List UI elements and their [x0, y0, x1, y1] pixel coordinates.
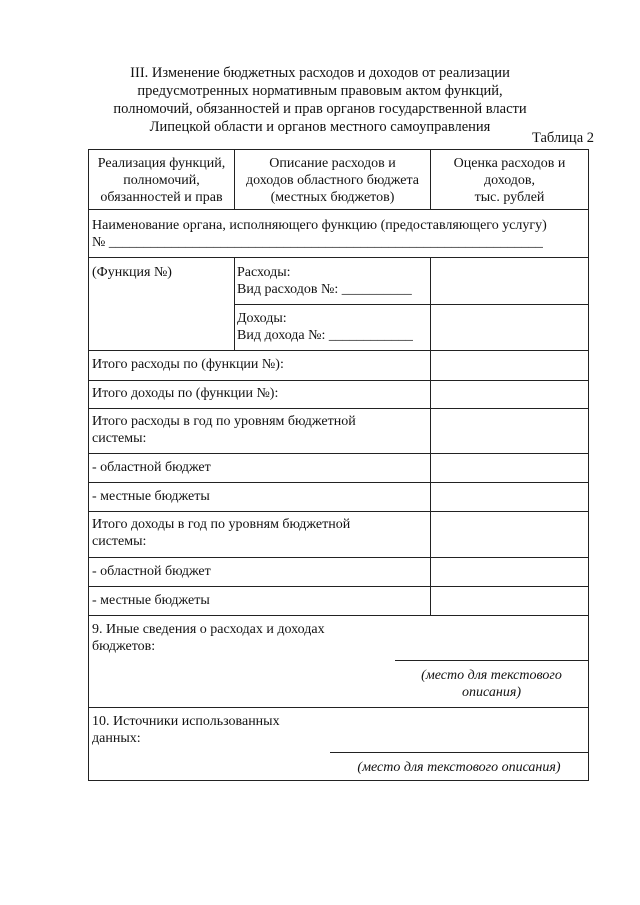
row-divider — [89, 615, 588, 616]
total-income-year-line: Итого доходы в год по уровням бюджетной — [92, 517, 351, 532]
row-divider — [89, 350, 588, 351]
section-9-line: бюджетов: — [92, 639, 156, 654]
column-divider — [430, 257, 431, 615]
row-divider — [89, 408, 588, 409]
income-label: Доходы: — [237, 311, 287, 326]
header-description — [235, 155, 430, 206]
heading-line-2: предусмотренных нормативным правовым актом функций, — [137, 83, 503, 99]
header-description-line: Описание расходов и — [269, 156, 396, 171]
section-9-note — [395, 667, 588, 701]
expense-type: Вид расходов №: __________ — [237, 282, 412, 297]
header-functions-line: Реализация функций, — [97, 156, 226, 171]
section-9-line: 9. Иные сведения о расходах и доходах — [92, 622, 325, 637]
total-expenses-year-line: системы: — [92, 431, 147, 446]
heading-line-3: полномочий, обязанностей и прав органов государственной власти — [113, 101, 527, 117]
header-functions-line: полномочий, — [123, 173, 200, 188]
header-estimate — [431, 155, 588, 206]
local-budgets-income: - местные бюджеты — [92, 593, 210, 608]
row-divider — [89, 511, 588, 512]
total-income-year — [92, 516, 350, 550]
budget-table — [88, 149, 589, 781]
header-estimate-line: тыс. рублей — [474, 190, 545, 205]
expenses-cell — [237, 264, 412, 298]
section-10-line: 10. Источники использованных — [92, 714, 280, 729]
column-divider — [234, 257, 235, 351]
section-9-label — [92, 621, 325, 655]
expenses-label: Расходы: — [237, 265, 291, 280]
function-label: (Функция №) — [92, 265, 172, 280]
section-9-note-line: описания) — [462, 685, 521, 700]
regional-budget-expenses: - областной бюджет — [92, 460, 211, 475]
organ-name-line: № ______________________________________________________________ — [92, 235, 543, 250]
row-divider — [89, 380, 588, 381]
section-heading — [100, 64, 540, 136]
section-10-label — [92, 713, 280, 747]
header-functions — [89, 155, 234, 206]
total-income-year-line: системы: — [92, 534, 147, 549]
header-estimate-line: доходов, — [483, 173, 536, 188]
organ-name-label — [92, 217, 547, 251]
total-income-function: Итого доходы по (функции №): — [92, 386, 279, 401]
row-divider — [89, 482, 588, 483]
section-10-line: данных: — [92, 731, 141, 746]
header-description-line: доходов областного бюджета — [246, 173, 419, 188]
income-cell — [237, 310, 413, 344]
section-9-note-line: (место для текстового — [421, 668, 562, 683]
section-10-blank-line — [330, 752, 588, 753]
row-divider — [89, 586, 588, 587]
regional-budget-income: - областной бюджет — [92, 564, 211, 579]
total-expenses-year — [92, 413, 356, 447]
section-9-blank-line — [395, 660, 588, 661]
header-description-line: (местных бюджетов) — [270, 190, 395, 205]
income-type: Вид дохода №: ____________ — [237, 328, 413, 343]
row-divider — [89, 557, 588, 558]
local-budgets-expenses: - местные бюджеты — [92, 489, 210, 504]
organ-name-line: Наименование органа, исполняющего функцию (предоставляющего услугу) — [92, 218, 547, 233]
section-10-note: (место для текстового описания) — [357, 760, 561, 775]
row-divider — [89, 453, 588, 454]
table-number: Таблица 2 — [531, 130, 594, 146]
row-divider — [89, 209, 588, 210]
total-expenses-year-line: Итого расходы в год по уровням бюджетной — [92, 414, 356, 429]
header-functions-line: обязанностей и прав — [100, 190, 223, 205]
row-divider — [89, 707, 588, 708]
row-divider — [89, 257, 588, 258]
heading-line-1: III. Изменение бюджетных расходов и доходов от реализации — [130, 65, 510, 81]
heading-line-4: Липецкой области и органов местного самоуправления — [149, 119, 491, 135]
total-expenses-function: Итого расходы по (функции №): — [92, 357, 284, 372]
row-divider — [234, 304, 588, 305]
header-estimate-line: Оценка расходов и — [453, 156, 566, 171]
